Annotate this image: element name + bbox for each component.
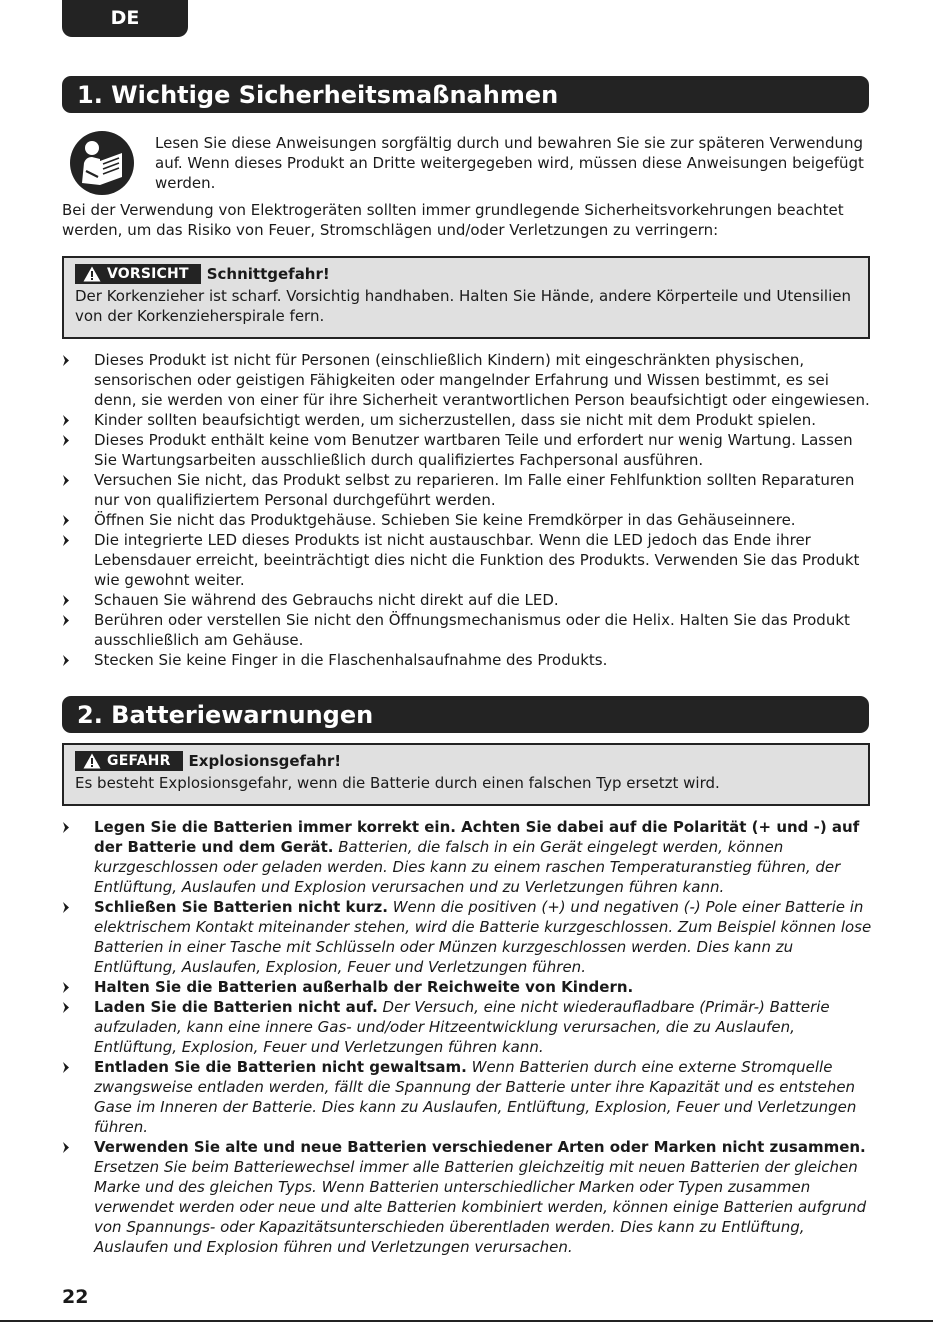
safety-bullet-list	[62, 350, 872, 670]
battery-bullet-list	[62, 817, 872, 1257]
bullet-bold-text: Entladen Sie die Batterien nicht gewaltsam.	[94, 1058, 467, 1076]
bullet-text: Versuchen Sie nicht, das Produkt selbst zu reparieren. Im Falle einer Fehlfunktion sollten Reparaturen nur von qualifiziertem Personal durchgeführt werden.	[94, 471, 855, 509]
read-manual-icon	[70, 131, 134, 195]
bullet-arrow-icon	[62, 1002, 70, 1013]
caution-title: Schnittgefahr!	[206, 265, 330, 283]
bullet-bold-text: Laden Sie die Batterien nicht auf.	[94, 998, 378, 1016]
bullet-text: Schauen Sie während des Gebrauchs nicht direkt auf die LED.	[94, 591, 559, 609]
section-2-title: 2. Batteriewarnungen	[62, 696, 869, 733]
caution-badge-label: VORSICHT	[107, 266, 189, 282]
danger-badge	[75, 751, 183, 771]
bullet-arrow-icon	[62, 615, 70, 626]
bullet-bold-text: Verwenden Sie alte und neue Batterien verschiedener Arten oder Marken nicht zusammen.	[94, 1138, 866, 1156]
bullet-arrow-icon	[62, 595, 70, 606]
footer-divider	[0, 1320, 933, 1322]
safety-bullet-item	[62, 530, 872, 590]
bullet-arrow-icon	[62, 415, 70, 426]
danger-text: Es besteht Explosionsgefahr, wenn die Batterie durch einen falschen Typ ersetzt wird.	[75, 774, 720, 792]
caution-badge	[75, 264, 201, 284]
battery-bullet-item	[62, 997, 872, 1057]
bullet-arrow-icon	[62, 982, 70, 993]
safety-bullet-item	[62, 650, 872, 670]
safety-bullet-item	[62, 470, 872, 510]
safety-bullet-item	[62, 410, 872, 430]
bullet-text: Die integrierte LED dieses Produkts ist nicht austauschbar. Wenn die LED jedoch das Ende ihrer Lebensdauer erreicht, beeinträchtigt dies nicht die Funktion des Produkts. Verwenden Sie das Produkt wie gewohnt weiter.	[94, 531, 860, 589]
safety-bullet-item	[62, 350, 872, 410]
caution-box	[62, 256, 870, 339]
warning-triangle-icon	[83, 266, 101, 282]
battery-bullet-item	[62, 1137, 872, 1257]
bullet-text: Kinder sollten beaufsichtigt werden, um sicherzustellen, dass sie nicht mit dem Produkt spielen.	[94, 411, 817, 429]
bullet-arrow-icon	[62, 475, 70, 486]
language-tab: DE	[62, 0, 188, 37]
bullet-text: Dieses Produkt enthält keine vom Benutzer wartbaren Teile und erfordert nur wenig Wartung. Lassen Sie Wartungsarbeiten ausschließlich durch qualifiziertes Fachpersonal ausführen.	[94, 431, 853, 469]
bullet-italic-text: Der Versuch, eine nicht wiederaufladbare (Primär-) Batterie aufzuladen, kann eine innere Gas- und/oder Hitzeentwicklung verursachen, die zu Auslaufen, Entlüftung, Explosion, Feuer und Verletzungen führen kann.	[94, 998, 830, 1056]
bullet-arrow-icon	[62, 355, 70, 366]
bullet-italic-text: Wenn die positiven (+) und negativen (-) Pole einer Batterie in elektrischem Kontakt miteinander stehen, wird die Batterie kurzgeschlossen. Zum Beispiel können lose Batterien in einer Tasche mit Schlüsseln oder Münzen kurzgeschlossen werden. Dies kann zu Entlüftung, Auslaufen, Explosion, Feuer und Verletzungen führen.	[94, 898, 872, 976]
bullet-italic-text: Ersetzen Sie beim Batteriewechsel immer alle Batterien gleichzeitig mit neuen Batterien der gleichen Marke und des gleichen Typs. Wenn Batterien unterschiedlicher Marken oder Typen zusammen verwendet werden oder neue und alte Batterien kombiniert werden, können einige Batterien aufgrund von Spannungs- oder Kapazitätsunterschieden überentladen werden. Dies kann zu Entlüftung, Auslaufen und Explosion führen und Verletzungen verursachen.	[94, 1158, 867, 1256]
bullet-arrow-icon	[62, 1142, 70, 1153]
bullet-text: Berühren oder verstellen Sie nicht den Öffnungsmechanismus oder die Helix. Halten Sie das Produkt ausschließlich am Gehäuse.	[94, 611, 850, 649]
bullet-arrow-icon	[62, 1062, 70, 1073]
danger-title: Explosionsgefahr!	[188, 752, 342, 770]
general-safety-text: Bei der Verwendung von Elektrogeräten sollten immer grundlegende Sicherheitsvorkehrungen beachtet werden, um das Risiko von Feuer, Stromschlägen und/oder Verletzungen zu verringern:	[62, 201, 844, 239]
bullet-text: Öffnen Sie nicht das Produktgehäuse. Schieben Sie keine Fremdkörper in das Gehäuseinnere.	[94, 511, 796, 529]
bullet-arrow-icon	[62, 902, 70, 913]
page-number: 22	[62, 1286, 89, 1308]
safety-bullet-item	[62, 430, 872, 470]
warning-triangle-icon	[83, 753, 101, 769]
safety-bullet-item	[62, 590, 872, 610]
bullet-text: Dieses Produkt ist nicht für Personen (einschließlich Kindern) mit eingeschränkten physischen, sensorischen oder geistigen Fähigkeiten oder mangelnder Erfahrung und Wissen bestimmt, es sei denn, sie werden von einer für ihre Sicherheit verantwortlichen Person beaufsichtigt oder eingewiesen.	[94, 351, 870, 409]
safety-bullet-item	[62, 510, 872, 530]
bullet-arrow-icon	[62, 435, 70, 446]
intro-text: Lesen Sie diese Anweisungen sorgfältig durch und bewahren Sie sie zur späteren Verwendung auf. Wenn dieses Produkt an Dritte weitergegeben wird, müssen diese Anweisungen beigefügt werden.	[155, 134, 864, 192]
bullet-arrow-icon	[62, 535, 70, 546]
danger-badge-label: GEFAHR	[107, 753, 171, 769]
bullet-bold-text: Schließen Sie Batterien nicht kurz.	[94, 898, 388, 916]
bullet-text: Stecken Sie keine Finger in die Flaschenhalsaufnahme des Produkts.	[94, 651, 608, 669]
bullet-arrow-icon	[62, 655, 70, 666]
bullet-arrow-icon	[62, 515, 70, 526]
battery-bullet-item	[62, 1057, 872, 1137]
bullet-bold-text: Halten Sie die Batterien außerhalb der Reichweite von Kindern.	[94, 978, 634, 996]
bullet-italic-text: Batterien, die falsch in ein Gerät eingelegt werden, können kurzgeschlossen oder geladen werden. Dies kann zu einem raschen Temperaturanstieg führen, der Entlüftung, Auslaufen und Explosion verursachen und zu Verletzungen führen kann.	[94, 838, 841, 896]
bullet-italic-text: Wenn Batterien durch eine externe Stromquelle zwangsweise entladen werden, fällt die Spannung der Batterie unter ihre Kapazität und es entstehen Gase im Inneren der Batterie. Dies kann zu Auslaufen, Entlüftung, Explosion, Feuer und Verletzungen führen.	[94, 1058, 857, 1136]
danger-box	[62, 743, 870, 806]
section-1-title: 1. Wichtige Sicherheitsmaßnahmen	[62, 76, 869, 113]
battery-bullet-item	[62, 817, 872, 897]
battery-bullet-item	[62, 897, 872, 977]
safety-bullet-item	[62, 610, 872, 650]
battery-bullet-item	[62, 977, 872, 997]
caution-text: Der Korkenzieher ist scharf. Vorsichtig handhaben. Halten Sie Hände, andere Körperteile und Utensilien von der Korkenzieherspirale fern.	[75, 287, 851, 325]
bullet-arrow-icon	[62, 822, 70, 833]
bullet-bold-text: Legen Sie die Batterien immer korrekt ein. Achten Sie dabei auf die Polarität (+ und -) auf der Batterie und dem Gerät.	[94, 818, 860, 856]
